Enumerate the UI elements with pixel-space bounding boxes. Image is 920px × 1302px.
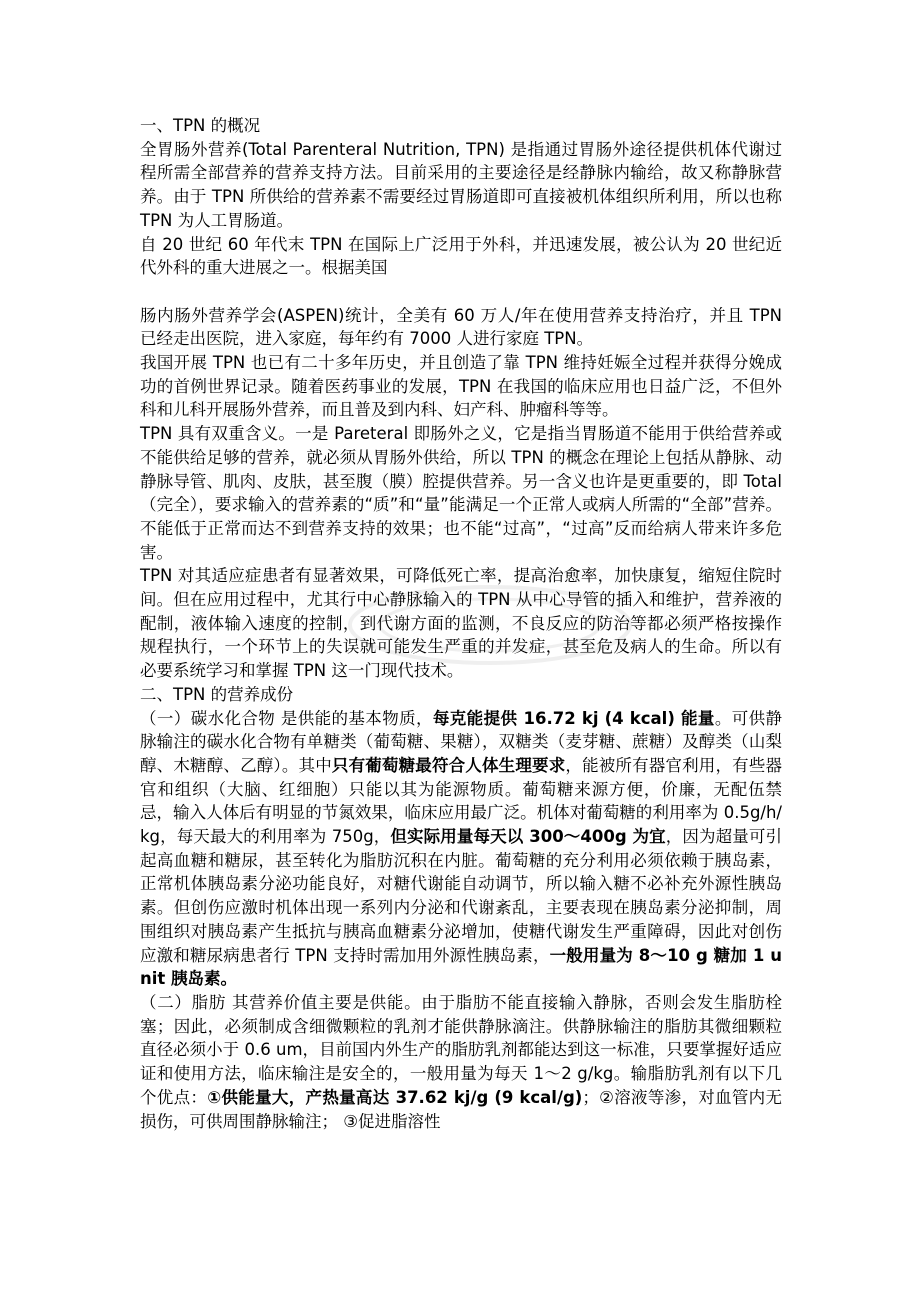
carb-insulin-bold: 一般用量为 8～10 g 糖加 1 unit 胰岛素。 [140, 945, 782, 989]
carb-energy-bold: 每克能提供 16.72 kj (4 kcal) 能量 [432, 708, 715, 728]
tpn-meaning-paragraph: TPN 具有双重含义。一是 Pareteral 即肠外之义，它是指当胃肠道不能用于供给营养或不能供给足够的营养，就必须从胃肠外供给，所以 TPN 的概念在理论上包括从静脉、动静脉导管、肌肉、皮肤，甚至腹（膜）腔提供营养。另一含义也许是更重要的，即 Total（完全），要求输入的营养素的“质”和“量”能满足一个正常人或病人所需的“全部”营养。不能低于正常而达不到营养支持的效果；也不能“过高”，“过高”反而给病人带来许多危害。 [140, 424, 782, 562]
fat-paragraph [140, 991, 782, 1133]
section2-title: 二、TPN 的营养成份 [140, 684, 294, 704]
carbohydrate-paragraph [140, 707, 782, 991]
tpn-history-paragraph: 自 20 世纪 60 年代末 TPN 在国际上广泛用于外科，并迅速发展，被公认为 20 世纪近代外科的重大进展之一。根据美国 [140, 234, 782, 278]
carb-glucose-bold: 只有葡萄糖最符合人体生理要求 [331, 755, 566, 775]
carb-dosage-bold: 但实际用量每天以 300～400g 为宜 [390, 827, 666, 847]
china-tpn-paragraph: 我国开展 TPN 也已有二十多年历史，并且创造了靠 TPN 维持妊娠全过程并获得分娩成功的首例世界记录。随着医药事业的发展，TPN 在我国的临床应用也日益广泛，不但外科和儿科开展肠外营养，而且普及到内科、妇产科、肿瘤科等等。 [140, 353, 782, 420]
document-page [140, 114, 782, 1133]
carb-text-3: ，能被所有器官利用，有些器官和组织（大脑、红细胞）只能以其为能源物质。葡萄糖来源方便，价廉，无配伍禁忌，输入人体后有明显的节氮效果，临床应用最广泛。机体对葡萄糖的利用率为 0.5g/h/kg，每天最大的利用率为 750g， [140, 755, 783, 847]
section1-title: 一、TPN 的概况 [140, 116, 261, 135]
blank-line [140, 280, 782, 304]
carb-text-1: （一）碳水化合物 是供能的基本物质， [140, 708, 433, 728]
carb-text-2: 。可供静脉输注的碳水化合物有单糖类（葡萄糖、果糖），双糖类（麦芽糖、蔗糖）及醇类（山梨醇、木糖醇、乙醇）。其中 [140, 708, 783, 775]
tpn-effect-paragraph: TPN 对其适应症患者有显著效果，可降低死亡率，提高治愈率，加快康复，缩短住院时间。但在应用过程中，尤其行中心静脉输入的 TPN 从中心导管的插入和维护，营养液的配制，液体输入速度的控制，到代谢方面的监测，不良反应的防治等都必须严格按操作规程执行，一个环节上的失误就可能发生严重的并发症，甚至危及病人的生命。所以有必要系统学习和掌握 TPN 这一门现代技术。 [140, 566, 782, 681]
carb-text-4: ，因为超量可引起高血糖和糖尿，甚至转化为脂肪沉积在内脏。葡萄糖的充分利用必须依赖于胰岛素，正常机体胰岛素分泌功能良好，对糖代谢能自动调节，所以输入糖不必补充外源性胰岛素。但创伤应激时机体出现一系列内分泌和代谢紊乱，主要表现在胰岛素分泌抑制，周围组织对胰岛素产生抵抗与胰高血糖素分泌增加，使糖代谢发生严重障碍，因此对创伤应激和糖尿病患者行 TPN 支持时需加用外源性胰岛素， [140, 827, 782, 965]
aspen-statistics-paragraph: 肠内肠外营养学会(ASPEN)统计，全美有 60 万人/年在使用营养支持治疗，并且 TPN 已经走出医院，进入家庭，每年约有 7000 人进行家庭 TPN。 [140, 305, 782, 349]
fat-text-1: （二）脂肪 其营养价值主要是供能。由于脂肪不能直接输入静脉，否则会发生脂肪栓塞；因此，必须制成含细微颗粒的乳剂才能供静脉滴注。供静脉输注的脂肪其微细颗粒直径必须小于 0.6 um，目前国内外生产的脂肪乳剂都能达到这一标准，只要掌握好适应证和使用方法，临床输注是安全的，一般用量为每天 1～2 g/kg。输脂肪乳剂有以下几个优点： [140, 993, 782, 1107]
tpn-definition-paragraph: 全胃肠外营养(Total Parenteral Nutrition, TPN) 是指通过胃肠外途径提供机体代谢过程所需全部营养的营养支持方法。目前采用的主要途径是经静脉内输给，故又称静脉营养。由于 TPN 所供给的营养素不需要经过胃肠道即可直接被机体组织所利用，所以也称 TPN 为人工胃肠道。 [140, 139, 782, 230]
fat-energy-bold: ①供能量大，产热量高达 37.62 kj/g (9 kcal/g) [207, 1087, 583, 1107]
fat-text-2: ；②溶液等渗，对血管内无损伤，可供周围静脉输注； ③促进脂溶性 [140, 1087, 782, 1131]
